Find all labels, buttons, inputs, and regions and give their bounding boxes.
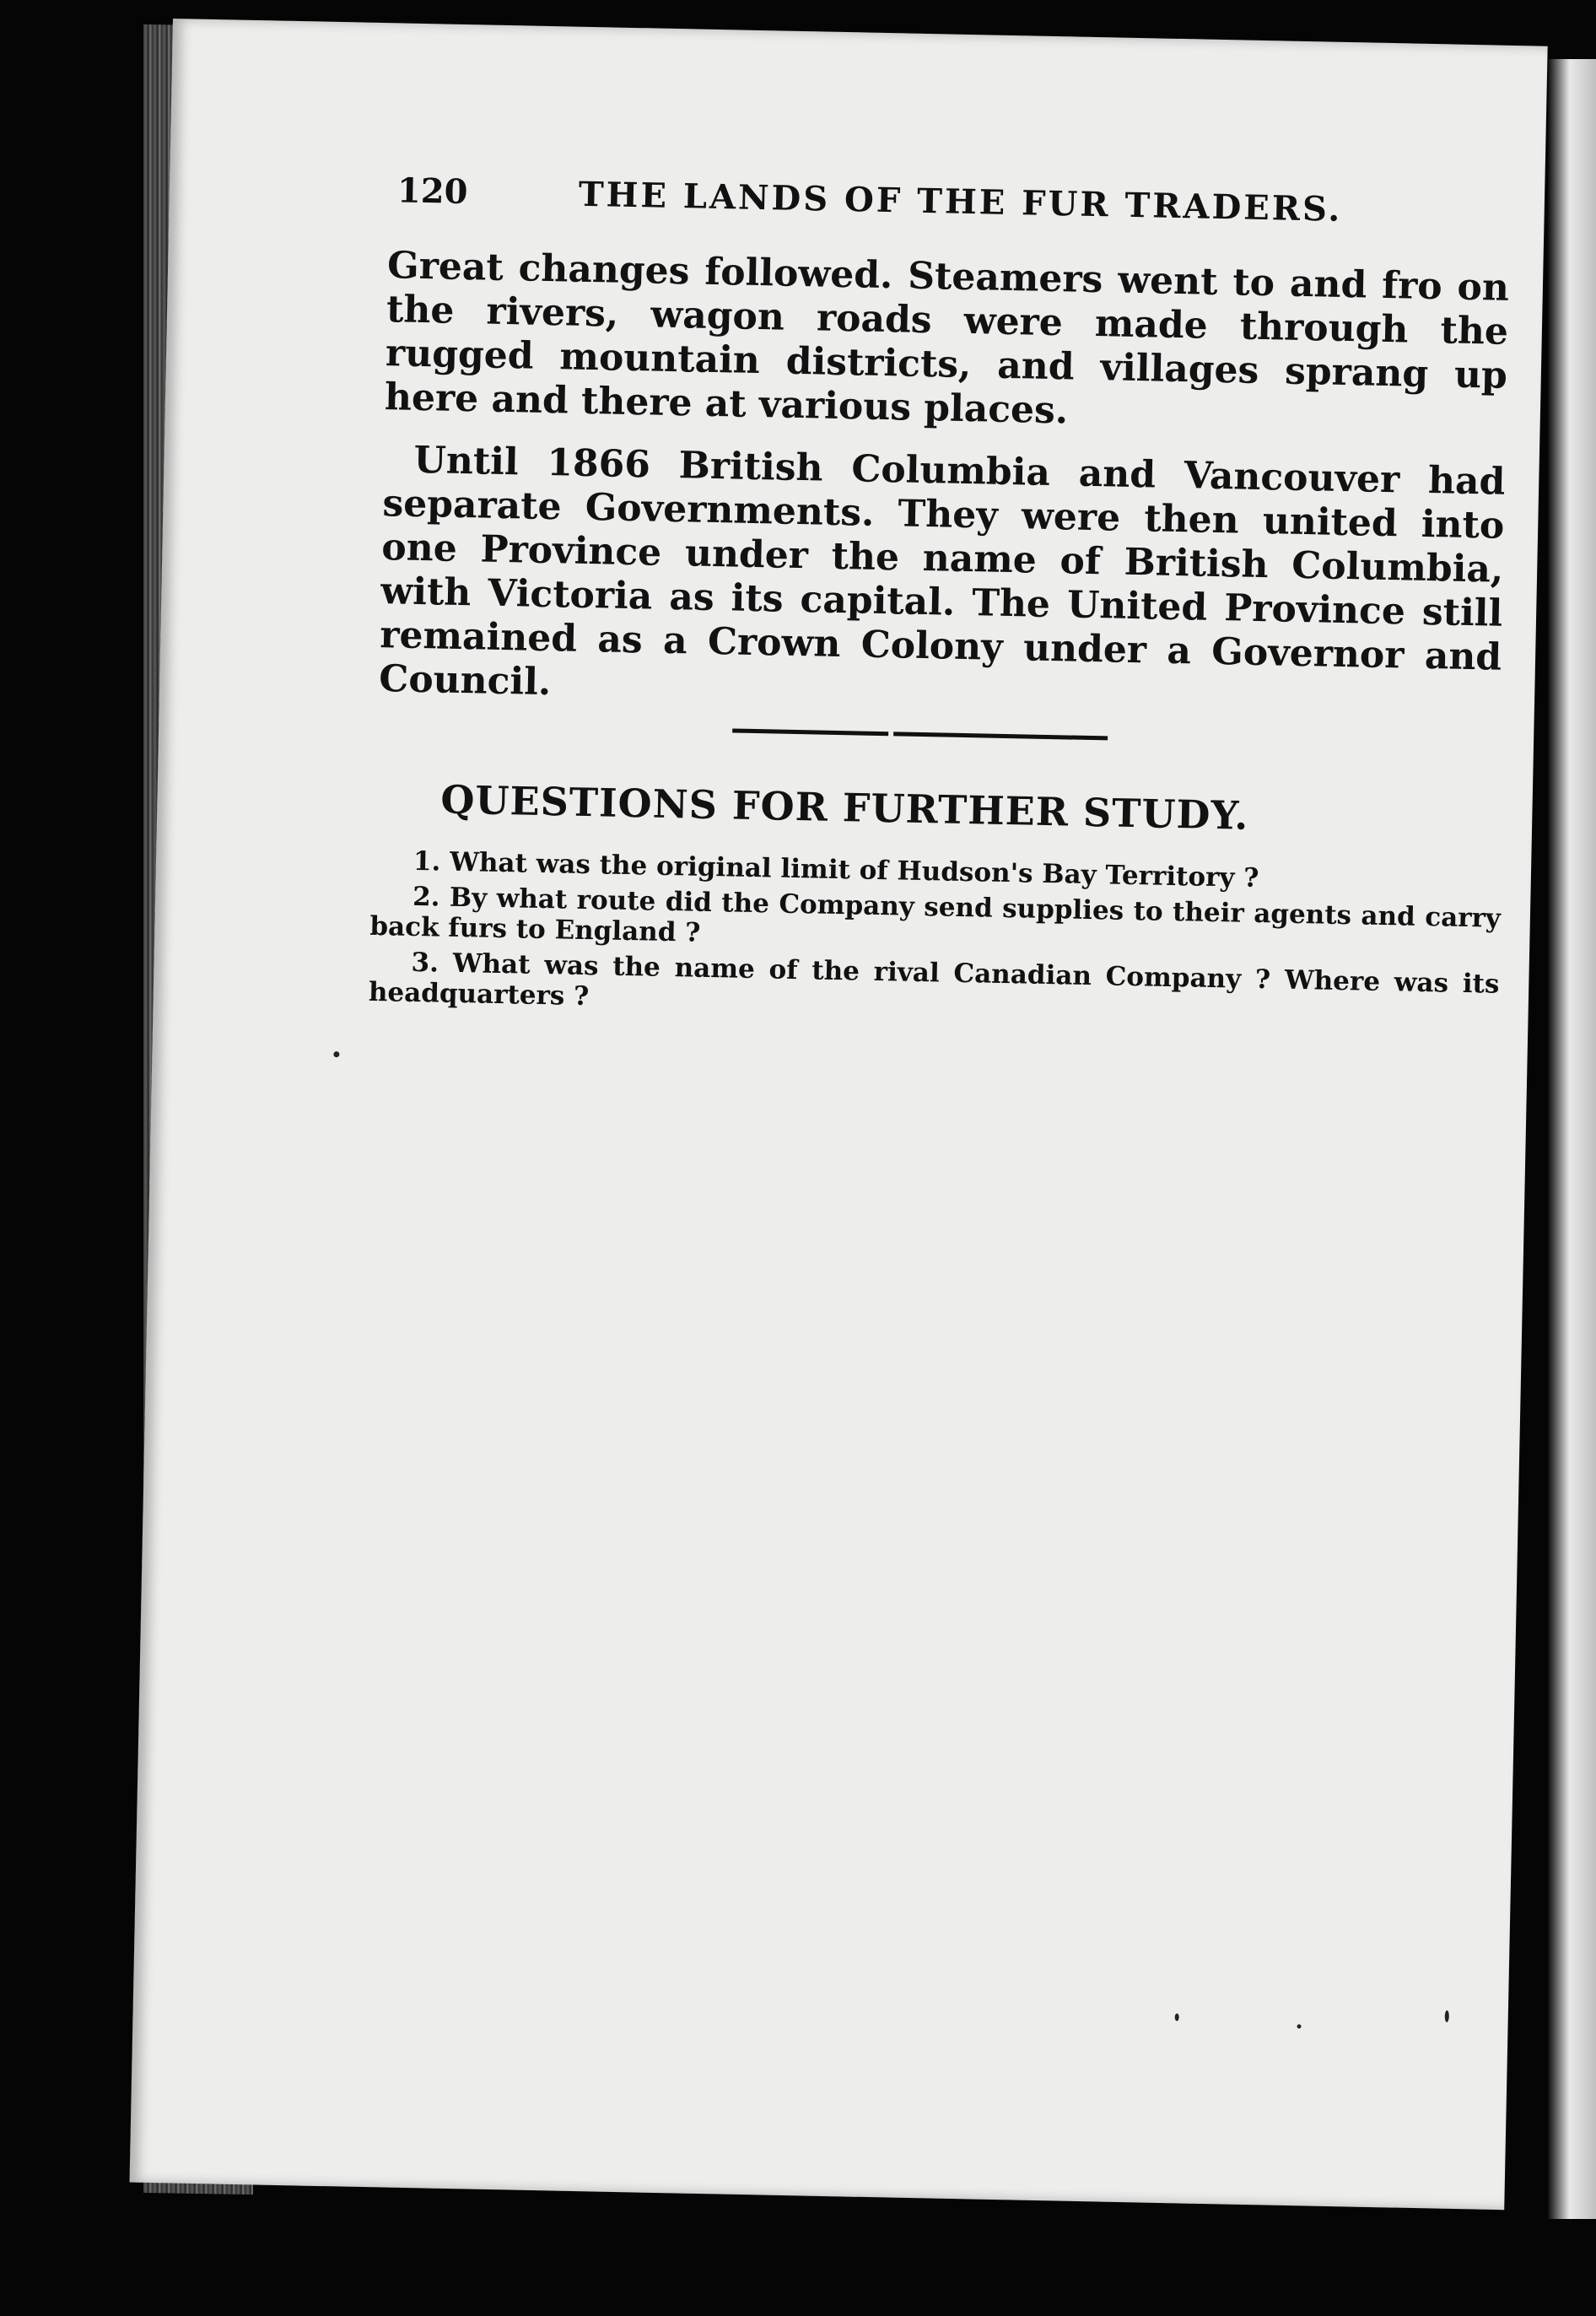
running-title: THE LANDS OF THE FUR TRADERS. <box>578 174 1343 229</box>
book-page <box>130 19 1548 2210</box>
question-item: 2. By what route did the Company send supplies to their agents and carry back furs to England ? <box>369 881 1502 948</box>
page-number: 120 <box>396 170 468 213</box>
ink-speck <box>1175 2013 1179 2021</box>
ink-speck <box>1445 2011 1449 2022</box>
facing-page-edge <box>1548 59 1596 2219</box>
paragraph: Great changes followed. Steamers went to and fro on the rivers, wagon roads were made through the rugged mountain districts, and villages sprang up here and there at various places. <box>384 244 1510 433</box>
ink-speck <box>1297 2024 1301 2028</box>
questions-list <box>368 845 1502 1035</box>
question-item: 3. What was the name of the rival Canadian Company ? Where was its headquarters ? <box>368 947 1500 1012</box>
questions-heading: QUESTIONS FOR FURTHER STUDY. <box>439 776 1249 839</box>
ink-speck <box>333 1051 339 1057</box>
question-item: 1. What was the original limit of Hudson's Bay Territory ? <box>412 845 1259 894</box>
page-header <box>396 170 1494 229</box>
body-text <box>378 244 1509 742</box>
paragraph: Until 1866 British Columbia and Vancouver had separate Governments. They were then united into one Province under the name of British Columbia, with Victoria as its capital. The United Province still remained as a Crown Colony under a Governor and Council. <box>378 438 1506 705</box>
